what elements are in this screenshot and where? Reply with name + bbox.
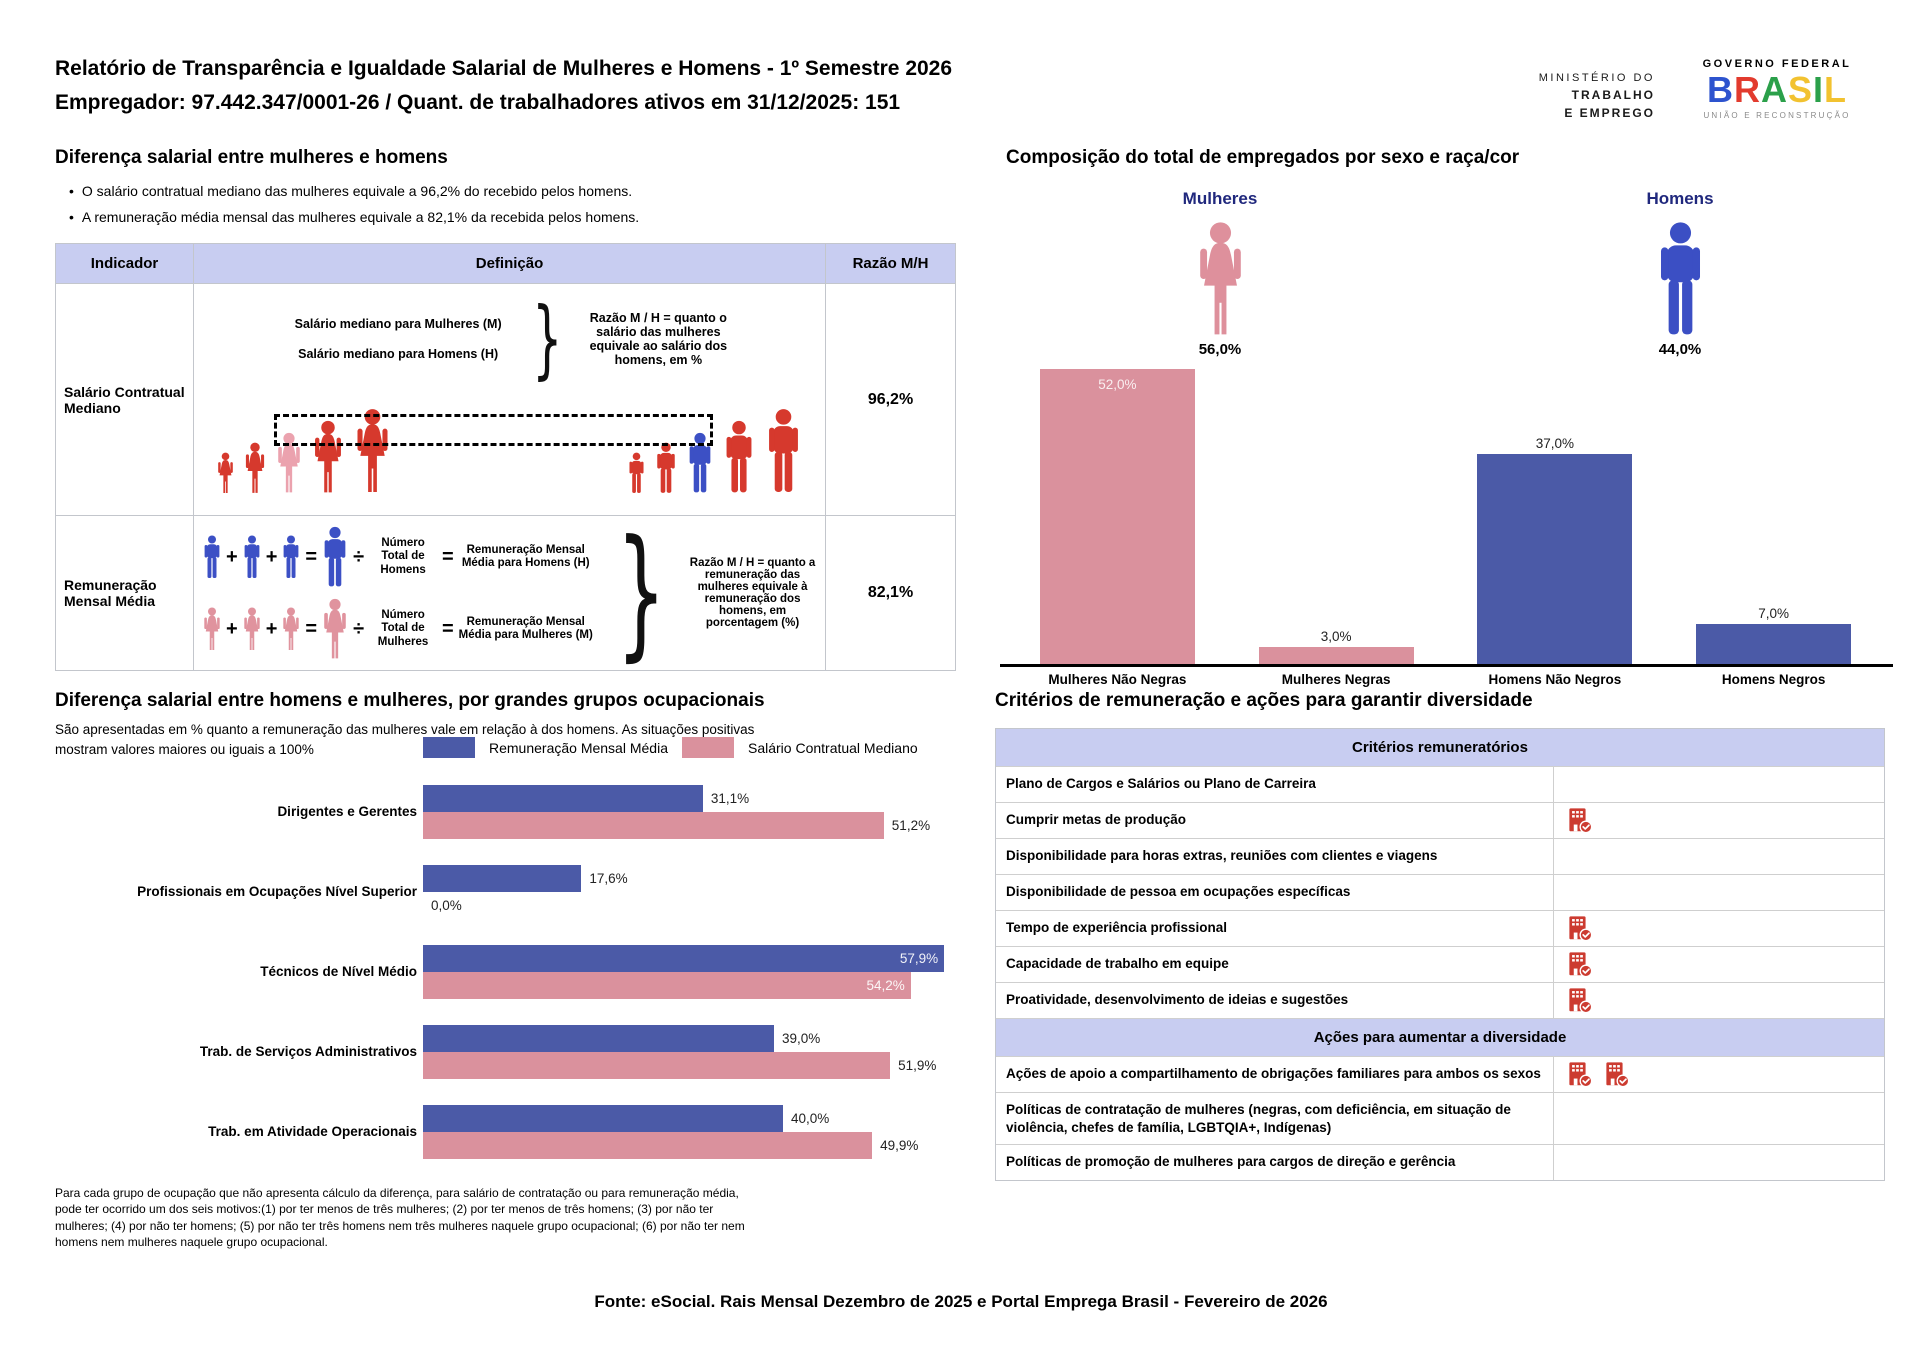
criteria-flag-cell: [1553, 983, 1884, 1018]
man-icon: [281, 535, 301, 579]
women-label: Mulheres: [1182, 189, 1258, 208]
indicator-mean-remuneration: Remuneração Mensal Média: [56, 516, 194, 671]
formula-rows: [202, 526, 594, 660]
gov-federal-logo: [1682, 58, 1872, 120]
group-label: Trab. de Serviços Administrativos: [199, 1044, 417, 1060]
women-result-text: Remuneração Mensal Média para Mulheres (M): [458, 615, 593, 641]
bar-mulheres-negras: [1259, 647, 1414, 664]
x-axis-line: [1000, 664, 1893, 667]
bar-row: [423, 1132, 963, 1159]
bar-row: [423, 972, 963, 999]
equals-sign: =: [442, 617, 454, 640]
bar-remuneracao: [423, 785, 703, 812]
salary-gap-section: [55, 147, 960, 675]
brace-icon: }: [616, 510, 666, 675]
legend-label: Remuneração Mensal Média: [489, 739, 668, 756]
men-label: Homens: [1646, 189, 1714, 208]
median-people-diagram: [202, 390, 817, 494]
woman-icon: [281, 607, 301, 651]
indicator-table: [55, 243, 956, 675]
composition-bar-chart: [1008, 369, 1883, 664]
median-ratio-explanation: Razão M / H = quanto o salário das mulheres equivale ao salário dos homens, em %: [589, 311, 728, 367]
equals-sign: =: [305, 617, 318, 640]
bar-remuneracao: [423, 1025, 774, 1052]
woman-icon: [216, 452, 235, 494]
bar-slot: [1664, 369, 1883, 664]
criteria-label: Capacidade de trabalho em equipe: [1006, 956, 1229, 971]
bar-row: [423, 1025, 963, 1052]
criteria-label: Políticas de promoção de mulheres para cargos de direção e gerência: [1006, 1154, 1456, 1170]
table-row: [996, 982, 1884, 1018]
chart-group: [55, 945, 990, 999]
definition-median-salary: [194, 284, 826, 516]
median-highlight-box: [274, 414, 713, 446]
ministry-line3: E EMPREGO: [1564, 106, 1655, 120]
man-icon: [321, 526, 349, 588]
criteria-label: Disponibilidade para horas extras, reuniões com clientes e viagens: [1006, 848, 1438, 863]
building-check-icon: [1566, 951, 1593, 978]
women-figure-block: [1125, 189, 1315, 358]
legend-label: Salário Contratual Mediano: [747, 739, 918, 756]
bar-remuneracao: [423, 865, 581, 892]
table-row: [996, 802, 1884, 838]
brasil-letter: R: [1733, 69, 1761, 110]
brasil-letter: L: [1824, 69, 1848, 110]
criteria-flag-cell: [1553, 911, 1884, 946]
bar-value-label: 0,0%: [431, 898, 462, 914]
ratio-median-salary: 96,2%: [826, 284, 956, 516]
brasil-letter: B: [1706, 69, 1734, 110]
man-icon: [242, 535, 262, 579]
category-label: Homens Negros: [1721, 672, 1826, 687]
group-label: Dirigentes e Gerentes: [277, 804, 417, 820]
chart-group: [55, 865, 990, 919]
men-figure-block: [1585, 189, 1775, 358]
table-row: [996, 910, 1884, 946]
bar-remuneracao: [423, 945, 944, 972]
bar-homens-negros: [1696, 624, 1851, 664]
criteria-table: [995, 728, 1885, 1181]
divide-sign: ÷: [353, 545, 365, 568]
criteria-flag-cell: [1553, 947, 1884, 982]
bar-row: [423, 1052, 963, 1079]
composition-section: [1000, 147, 1895, 722]
category-label: Homens Não Negros: [1488, 672, 1622, 687]
criteria-flag-cell: [1553, 839, 1884, 874]
group-bars: [423, 1105, 963, 1159]
definition-mean-remuneration: [194, 510, 826, 675]
criteria-label: Tempo de experiência profissional: [1006, 920, 1228, 935]
criteria-flag-cell: [1553, 1145, 1884, 1180]
bar-row: [423, 945, 963, 972]
bar-value-label: 51,2%: [891, 818, 931, 834]
woman-icon: [242, 607, 262, 651]
criteria-flag-cell: [1553, 767, 1884, 802]
criteria-header-remuneration: Critérios remuneratórios: [996, 729, 1884, 766]
brasil-letter: I: [1813, 69, 1825, 110]
bar-salario: [423, 1132, 872, 1159]
divide-sign: ÷: [353, 617, 365, 640]
brace-icon: }: [531, 289, 563, 389]
ministry-line1: MINISTÉRIO DO: [1538, 72, 1655, 84]
report-title-line2: Empregador: 97.442.347/0001-26 / Quant. de trabalhadores ativos em 31/12/2025: 151: [55, 91, 901, 114]
bar-salario: [423, 1052, 890, 1079]
indicator-table-header-row: [56, 244, 956, 284]
bar-value-label: 54,2%: [866, 978, 905, 994]
bar-value-label: 39,0%: [782, 1031, 821, 1047]
bar-value-label: 17,6%: [589, 871, 628, 887]
chart-legend: [423, 737, 918, 758]
ministry-line2: TRABALHO: [1571, 88, 1655, 102]
women-divisor-text: Número Total de Mulheres: [377, 609, 429, 648]
indicator-median-salary: Salário Contratual Mediano: [56, 284, 194, 516]
woman-icon: [1194, 221, 1247, 337]
criteria-label: Plano de Cargos e Salários ou Plano de Carreira: [1006, 776, 1316, 791]
woman-icon: [321, 598, 349, 660]
legend-swatch-pink: [682, 737, 734, 758]
group-bars: [423, 945, 963, 999]
man-icon: [722, 420, 756, 494]
brasil-letter: A: [1760, 69, 1788, 110]
bar-value-label: 49,9%: [880, 1138, 919, 1154]
bullet-mean-remuneration: • A remuneração média mensal das mulheres equivale a 82,1% da recebida pelos homens.: [69, 209, 960, 225]
man-icon: [627, 452, 646, 494]
bar-remuneracao: [423, 1105, 783, 1132]
legend-swatch-blue: [423, 737, 475, 758]
woman-icon: [243, 442, 267, 494]
criteria-label: Disponibilidade de pessoa em ocupações específicas: [1006, 884, 1351, 899]
median-definition-texts: [202, 289, 817, 389]
plus-sign: +: [226, 617, 238, 640]
occupational-section: [55, 690, 990, 1250]
building-check-icon: [1566, 987, 1593, 1014]
group-label: Profissionais em Ocupações Nível Superior: [137, 884, 417, 900]
building-check-icon: [1566, 915, 1593, 942]
bar-row: [423, 785, 963, 812]
occupational-description: São apresentadas em % quanto a remuneração das mulheres vale em relação à dos homens. As situações positivas mostram valores maiores ou iguais a 100%: [55, 722, 755, 757]
composition-title: Composição do total de empregados por sexo e raça/cor: [1006, 147, 1520, 168]
woman-icon: [202, 607, 222, 651]
bar-slot: [1008, 369, 1227, 664]
group-bars: [423, 785, 963, 839]
salary-gap-title: Diferença salarial entre mulheres e homens: [55, 147, 448, 168]
group-label: Técnicos de Nível Médio: [260, 964, 417, 980]
bar-mulheres-nao-negras: [1040, 369, 1195, 664]
category-label: Mulheres Não Negras: [1048, 672, 1187, 687]
men-formula: [202, 526, 594, 588]
category-label: Mulheres Negras: [1281, 672, 1391, 687]
criteria-flag-cell: [1553, 803, 1884, 838]
criteria-label: Políticas de contratação de mulheres (negras, com deficiência, em situação de violência, chefes de família, LGBTQIA+, Indígenas): [1006, 1102, 1511, 1135]
plus-sign: +: [265, 617, 278, 640]
man-icon: [202, 535, 222, 579]
col-header-indicador: Indicador: [56, 244, 194, 284]
table-row: [996, 838, 1884, 874]
brasil-letter: S: [1787, 69, 1813, 110]
table-row: [996, 1092, 1884, 1144]
group-label: Trab. em Atividade Operacionais: [208, 1124, 417, 1140]
group-bars: [423, 865, 963, 919]
criteria-flag-cell: [1553, 875, 1884, 910]
man-icon: [654, 442, 678, 494]
bar-value-label: 31,1%: [710, 791, 750, 807]
report-title-line1: Relatório de Transparência e Igualdade Salarial de Mulheres e Homens - 1º Semestre 2026: [55, 57, 953, 80]
table-row: [996, 946, 1884, 982]
gov-logo-top-text: GOVERNO FEDERAL: [1702, 58, 1852, 70]
salary-gap-bullets: [55, 183, 960, 225]
bar-value-label: 51,9%: [898, 1058, 937, 1074]
table-row: [996, 1144, 1884, 1180]
bar-salario: [423, 812, 884, 839]
bar-homens-nao-negros: [1477, 454, 1632, 664]
equals-sign: =: [305, 545, 318, 568]
bar-row: [423, 812, 963, 839]
bar-salario: [423, 972, 911, 999]
plus-sign: +: [226, 545, 238, 568]
men-percentage: 44,0%: [1658, 341, 1702, 358]
ministry-logo: [1490, 72, 1655, 120]
brasil-logo: [1682, 70, 1872, 110]
group-bars: [423, 1025, 963, 1079]
mean-formula-diagram: [202, 510, 817, 675]
criteria-section: [995, 690, 1895, 1181]
man-icon: [1654, 221, 1707, 337]
chart-group: [55, 1025, 990, 1079]
criteria-title: Critérios de remuneração e ações para garantir diversidade: [995, 690, 1533, 711]
criteria-label: Proatividade, desenvolvimento de ideias e sugestões: [1006, 992, 1349, 1007]
bullet-median-salary: • O salário contratual mediano das mulheres equivale a 96,2% do recebido pelos homens.: [69, 183, 960, 199]
table-row: [996, 1056, 1884, 1092]
table-row: [56, 284, 956, 516]
bar-row: [423, 865, 963, 892]
median-women-line: Salário mediano para Mulheres (M): [294, 317, 502, 331]
median-salary-lines: [281, 317, 516, 361]
criteria-label: Cumprir metas de produção: [1006, 812, 1187, 827]
mean-ratio-explanation: Razão M / H = quanto a remuneração das mulheres equivale à remuneração dos homens, em porcentagem (%): [689, 557, 816, 629]
composition-category-labels: [1008, 672, 1883, 687]
col-header-definicao: Definição: [194, 244, 826, 284]
occupational-footnote: Para cada grupo de ocupação que não apresenta cálculo da diferença, para salário de contratação ou para remuneração média, pode ter ocorrido um dos seis motivos:(1) por ter menos de três mulheres; (2) por ter menos de três homens; (3) por não ter mulheres; (4) por não ter homens; (5) por não ter três homens nem três mulheres naquele grupo ocupacional; (6) por não ter nem homens nem mulheres naquele grupo ocupacional.: [55, 1186, 745, 1249]
ratio-mean-remuneration: 82,1%: [826, 516, 956, 671]
source-footer: Fonte: eSocial. Rais Mensal Dezembro de 2025 e Portal Emprega Brasil - Fevereiro de 2026: [594, 1292, 1328, 1311]
bar-value-label: 52,0%: [1098, 377, 1137, 392]
man-icon: [764, 408, 803, 494]
bar-value-label: 37,0%: [1535, 436, 1575, 452]
men-divisor-text: Número Total de Homens: [380, 537, 426, 576]
bar-slot: [1446, 369, 1665, 664]
bar-row: [423, 892, 963, 919]
table-row: [996, 874, 1884, 910]
table-row: [56, 516, 956, 671]
women-percentage: 56,0%: [1198, 341, 1242, 358]
criteria-label: Ações de apoio a compartilhamento de obrigações familiares para ambos os sexos: [1006, 1066, 1541, 1081]
bar-value-label: 57,9%: [899, 951, 939, 967]
building-check-icon: [1603, 1061, 1630, 1088]
occupational-bar-chart: [55, 785, 990, 1159]
chart-group: [55, 785, 990, 839]
bar-value-label: 3,0%: [1320, 628, 1352, 644]
plus-sign: +: [265, 545, 278, 568]
col-header-razao: Razão M/H: [826, 244, 956, 284]
bar-value-label: 7,0%: [1758, 606, 1790, 622]
chart-group: [55, 1105, 990, 1159]
gov-logo-bottom-text: UNIÃO E RECONSTRUÇÃO: [1703, 111, 1851, 120]
bar-row: [423, 1105, 963, 1132]
bar-slot: [1227, 369, 1446, 664]
building-check-icon: [1566, 1061, 1593, 1088]
equals-sign: =: [442, 545, 454, 568]
report-header: [55, 52, 952, 120]
building-check-icon: [1566, 807, 1593, 834]
occupational-title: Diferença salarial entre homens e mulheres, por grandes grupos ocupacionais: [55, 690, 765, 711]
criteria-flag-cell: [1553, 1057, 1884, 1092]
men-result-text: Remuneração Mensal Média para Homens (H): [461, 543, 590, 569]
bar-value-label: 40,0%: [791, 1111, 830, 1127]
median-men-line: Salário mediano para Homens (H): [298, 347, 499, 361]
criteria-flag-cell: [1553, 1093, 1884, 1144]
women-formula: [202, 598, 594, 660]
table-row: [996, 766, 1884, 802]
criteria-header-diversity: Ações para aumentar a diversidade: [996, 1018, 1884, 1056]
